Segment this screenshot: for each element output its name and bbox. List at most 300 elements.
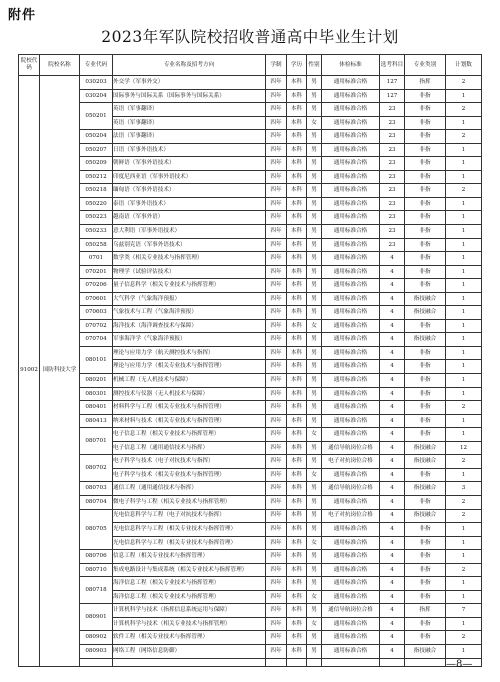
duration-cell: 四年	[266, 238, 287, 252]
plan-count-cell: 1	[446, 346, 482, 360]
major-code-cell: 070601	[80, 292, 113, 306]
category-cell: 指技融合	[405, 455, 446, 469]
exam-subject-cell: 4	[380, 319, 405, 333]
table-row	[19, 604, 482, 618]
duration-cell: 四年	[266, 617, 287, 631]
gender-cell: 男	[307, 509, 322, 523]
table-row	[19, 252, 482, 266]
major-code-cell: 050201	[80, 103, 113, 130]
category-cell: 非指	[405, 374, 446, 388]
gender-cell: 男	[307, 414, 322, 428]
major-code-cell: 080710	[80, 563, 113, 577]
plan-count-cell: 2	[446, 184, 482, 198]
gender-cell: 男	[307, 143, 322, 157]
exam-subject-cell: 4	[380, 414, 405, 428]
category-cell: 非指	[405, 252, 446, 266]
major-name-cell: 泰语（军事外语技术）	[113, 197, 266, 211]
plan-count-cell: 1	[446, 550, 482, 564]
gender-cell: 男	[307, 563, 322, 577]
exam-subject-cell: 4	[380, 604, 405, 618]
major-code-cell: 050207	[80, 143, 113, 157]
physical-exam-cell: 通用标准合格	[322, 644, 380, 658]
physical-exam-cell: 通用标准合格	[322, 428, 380, 442]
major-code-cell: 080901	[80, 604, 113, 631]
category-cell: 非指	[405, 631, 446, 645]
plan-count-cell: 2	[446, 76, 482, 90]
duration-cell: 四年	[266, 455, 287, 469]
gender-cell: 男	[307, 184, 322, 198]
major-code-cell: 050220	[80, 197, 113, 211]
category-cell: 非指	[405, 428, 446, 442]
gender-cell: 男	[307, 211, 322, 225]
empty-cell	[113, 658, 266, 666]
header-degree: 学历	[287, 55, 307, 76]
plan-count-cell: 1	[446, 387, 482, 401]
attachment-label: 附件	[8, 8, 37, 23]
category-cell: 非指	[405, 89, 446, 103]
major-code-cell: 080704	[80, 495, 113, 509]
plan-count-cell: 1	[446, 644, 482, 658]
major-code-cell: 080401	[80, 401, 113, 415]
category-cell: 非指	[405, 550, 446, 564]
degree-cell: 本科	[287, 590, 307, 604]
major-name-cell: 缅甸语（军事外语技术）	[113, 184, 266, 198]
category-cell: 非指	[405, 401, 446, 415]
page-title: 2023年军队院校招收普通高中毕业生计划	[101, 28, 399, 46]
major-code-cell: 0701	[80, 252, 113, 266]
plan-count-cell: 1	[446, 143, 482, 157]
category-cell: 非指	[405, 238, 446, 252]
header-category: 专业类别	[405, 55, 446, 76]
table-row	[19, 238, 482, 252]
exam-subject-cell: 23	[380, 225, 405, 239]
exam-subject-cell: 23	[380, 103, 405, 117]
degree-cell: 本科	[287, 509, 307, 523]
major-name-cell: 光电信息科学与工程（相关专业技术与指挥管理）	[113, 536, 266, 550]
category-cell: 指技融合	[405, 306, 446, 320]
exam-subject-cell: 4	[380, 617, 405, 631]
major-name-cell: 气象技术与工程（气象海洋预报）	[113, 306, 266, 320]
school-name-cell: 国防科技大学	[40, 76, 80, 667]
plan-count-cell: 1	[446, 238, 482, 252]
category-cell: 非指	[405, 184, 446, 198]
gender-cell: 女	[307, 319, 322, 333]
category-cell: 非指	[405, 319, 446, 333]
duration-cell: 四年	[266, 509, 287, 523]
major-name-cell: 英语（军事翻译）	[113, 116, 266, 130]
major-name-cell: 软件工程（相关专业技术与指挥管理）	[113, 631, 266, 645]
major-name-cell: 材料科学与工程（相关专业技术与指挥管理）	[113, 401, 266, 415]
gender-cell: 男	[307, 401, 322, 415]
major-name-cell: 机械工程（无人机技术与保障）	[113, 374, 266, 388]
category-cell: 指技融合	[405, 292, 446, 306]
exam-subject-cell: 4	[380, 292, 405, 306]
physical-exam-cell: 通用标准合格	[322, 563, 380, 577]
degree-cell: 本科	[287, 157, 307, 171]
exam-subject-cell: 4	[380, 509, 405, 523]
table-row	[19, 184, 482, 198]
degree-cell: 本科	[287, 143, 307, 157]
duration-cell: 四年	[266, 252, 287, 266]
category-cell: 指技融合	[405, 644, 446, 658]
plan-count-cell: 1	[446, 265, 482, 279]
table-row	[19, 103, 482, 117]
duration-cell: 四年	[266, 577, 287, 591]
gender-cell: 男	[307, 346, 322, 360]
plan-count-cell: 1	[446, 89, 482, 103]
table-row	[19, 495, 482, 509]
physical-exam-cell: 通用标准合格	[322, 197, 380, 211]
gender-cell: 男	[307, 333, 322, 347]
duration-cell: 四年	[266, 563, 287, 577]
category-cell: 指技融合	[405, 333, 446, 347]
major-name-cell: 物理学（试验评估技术）	[113, 265, 266, 279]
degree-cell: 本科	[287, 306, 307, 320]
table-row	[19, 550, 482, 564]
table-row	[19, 225, 482, 239]
degree-cell: 本科	[287, 225, 307, 239]
physical-exam-cell: 通信导航岗位合格	[322, 604, 380, 618]
major-name-cell: 电子科学与技术（相关专业技术与指挥管理）	[113, 468, 266, 482]
gender-cell: 女	[307, 468, 322, 482]
physical-exam-cell: 通用标准合格	[322, 360, 380, 374]
degree-cell: 本科	[287, 495, 307, 509]
category-cell: 非指	[405, 130, 446, 144]
gender-cell: 女	[307, 590, 322, 604]
exam-subject-cell: 4	[380, 631, 405, 645]
physical-exam-cell: 通用标准合格	[322, 265, 380, 279]
duration-cell: 四年	[266, 265, 287, 279]
plan-count-cell: 1	[446, 523, 482, 537]
physical-exam-cell: 通用标准合格	[322, 103, 380, 117]
exam-subject-cell: 4	[380, 495, 405, 509]
table-row	[19, 130, 482, 144]
category-cell: 非指	[405, 265, 446, 279]
exam-subject-cell: 4	[380, 550, 405, 564]
plan-count-cell: 1	[446, 577, 482, 591]
duration-cell: 四年	[266, 523, 287, 537]
physical-exam-cell: 电子对抗岗位合格	[322, 509, 380, 523]
major-code-cell: 030203	[80, 76, 113, 90]
gender-cell: 男	[307, 225, 322, 239]
major-code-cell: 050204	[80, 130, 113, 144]
physical-exam-cell: 通信导航岗位合格	[322, 482, 380, 496]
exam-subject-cell: 4	[380, 644, 405, 658]
major-name-cell: 测控技术与仪器（无人机技术与保障）	[113, 387, 266, 401]
major-name-cell: 电子信息工程（相关专业技术与指挥管理）	[113, 428, 266, 442]
major-code-cell: 070201	[80, 265, 113, 279]
duration-cell: 四年	[266, 536, 287, 550]
major-name-cell: 纳米材料与技术（相关专业技术与指挥管理）	[113, 414, 266, 428]
duration-cell: 四年	[266, 225, 287, 239]
physical-exam-cell: 通用标准合格	[322, 292, 380, 306]
table-row	[19, 644, 482, 658]
table-row	[19, 455, 482, 469]
major-name-cell: 朝鲜语（军事外语技术）	[113, 157, 266, 171]
gender-cell: 男	[307, 523, 322, 537]
physical-exam-cell: 通用标准合格	[322, 211, 380, 225]
plan-count-cell: 1	[446, 279, 482, 293]
exam-subject-cell: 23	[380, 157, 405, 171]
major-name-cell: 数学类（相关专业技术与指挥管理）	[113, 252, 266, 266]
exam-subject-cell: 4	[380, 577, 405, 591]
degree-cell: 本科	[287, 387, 307, 401]
major-code-cell: 080703	[80, 482, 113, 496]
degree-cell: 本科	[287, 333, 307, 347]
physical-exam-cell: 通用标准合格	[322, 89, 380, 103]
physical-exam-cell: 通用标准合格	[322, 536, 380, 550]
major-name-cell: 海洋信息工程（相关专业技术与指挥管理）	[113, 577, 266, 591]
table-row-partial	[19, 658, 482, 666]
header-plan-count: 计划数	[446, 55, 482, 76]
table-row	[19, 157, 482, 171]
duration-cell: 四年	[266, 292, 287, 306]
degree-cell: 本科	[287, 103, 307, 117]
category-cell: 非指	[405, 211, 446, 225]
category-cell: 非指	[405, 536, 446, 550]
category-cell: 非指	[405, 414, 446, 428]
table-row	[19, 170, 482, 184]
gender-cell: 男	[307, 387, 322, 401]
plan-count-cell: 3	[446, 482, 482, 496]
gender-cell: 男	[307, 306, 322, 320]
exam-subject-cell: 4	[380, 346, 405, 360]
category-cell: 非指	[405, 495, 446, 509]
plan-count-cell: 2	[446, 103, 482, 117]
degree-cell: 本科	[287, 170, 307, 184]
plan-count-cell: 1	[446, 252, 482, 266]
gender-cell: 男	[307, 495, 322, 509]
table-row	[19, 428, 482, 442]
duration-cell: 四年	[266, 604, 287, 618]
exam-subject-cell: 23	[380, 238, 405, 252]
plan-count-cell: 1	[446, 374, 482, 388]
major-code-cell: 080706	[80, 550, 113, 564]
duration-cell: 四年	[266, 76, 287, 90]
duration-cell: 四年	[266, 116, 287, 130]
duration-cell: 四年	[266, 550, 287, 564]
exam-subject-cell: 4	[380, 482, 405, 496]
degree-cell: 本科	[287, 563, 307, 577]
table-row	[19, 482, 482, 496]
major-code-cell: 080101	[80, 346, 113, 373]
physical-exam-cell: 通用标准合格	[322, 631, 380, 645]
empty-cell	[405, 658, 446, 666]
degree-cell: 本科	[287, 617, 307, 631]
major-code-cell: 030204	[80, 89, 113, 103]
empty-cell	[380, 658, 405, 666]
duration-cell: 四年	[266, 306, 287, 320]
gender-cell: 女	[307, 428, 322, 442]
degree-cell: 本科	[287, 631, 307, 645]
exam-subject-cell: 23	[380, 197, 405, 211]
table-header-row	[19, 55, 482, 76]
major-code-cell: 070206	[80, 279, 113, 293]
physical-exam-cell: 通用标准合格	[322, 306, 380, 320]
table-row	[19, 387, 482, 401]
plan-count-cell: 2	[446, 509, 482, 523]
table-row	[19, 265, 482, 279]
degree-cell: 本科	[287, 577, 307, 591]
school-code-cell: 91002	[19, 76, 40, 667]
category-cell: 非指	[405, 346, 446, 360]
major-code-cell: 080201	[80, 374, 113, 388]
category-cell: 非指	[405, 225, 446, 239]
exam-subject-cell: 4	[380, 360, 405, 374]
physical-exam-cell: 通用标准合格	[322, 116, 380, 130]
category-cell: 非指	[405, 143, 446, 157]
duration-cell: 四年	[266, 333, 287, 347]
category-cell: 非指	[405, 116, 446, 130]
plan-count-cell: 2	[446, 130, 482, 144]
degree-cell: 本科	[287, 130, 307, 144]
plan-count-cell: 1	[446, 428, 482, 442]
duration-cell: 四年	[266, 157, 287, 171]
exam-subject-cell: 4	[380, 441, 405, 455]
duration-cell: 四年	[266, 644, 287, 658]
major-name-cell: 量子信息科学（相关专业技术与指挥管理）	[113, 279, 266, 293]
physical-exam-cell: 通用标准合格	[322, 346, 380, 360]
major-code-cell: 050258	[80, 238, 113, 252]
exam-subject-cell: 4	[380, 563, 405, 577]
degree-cell: 本科	[287, 604, 307, 618]
degree-cell: 本科	[287, 401, 307, 415]
major-name-cell: 军事海洋学（气象海洋预报）	[113, 333, 266, 347]
exam-subject-cell: 4	[380, 265, 405, 279]
duration-cell: 四年	[266, 495, 287, 509]
gender-cell: 女	[307, 536, 322, 550]
category-cell: 非指	[405, 170, 446, 184]
plan-count-cell: 1	[446, 116, 482, 130]
duration-cell: 四年	[266, 414, 287, 428]
table-row	[19, 143, 482, 157]
major-name-cell: 计算机科学与技术（相关专业技术与指挥管理）	[113, 617, 266, 631]
category-cell: 非指	[405, 197, 446, 211]
category-cell: 非指	[405, 523, 446, 537]
major-code-cell: 050233	[80, 225, 113, 239]
major-code-cell: 050223	[80, 211, 113, 225]
degree-cell: 本科	[287, 238, 307, 252]
plan-count-cell: 1	[446, 211, 482, 225]
plan-count-cell: 1	[446, 306, 482, 320]
gender-cell: 男	[307, 577, 322, 591]
header-major-code: 专业代码	[80, 55, 113, 76]
degree-cell: 本科	[287, 550, 307, 564]
physical-exam-cell: 通用标准合格	[322, 143, 380, 157]
duration-cell: 四年	[266, 590, 287, 604]
exam-subject-cell: 4	[380, 590, 405, 604]
gender-cell: 女	[307, 116, 322, 130]
physical-exam-cell: 通用标准合格	[322, 590, 380, 604]
major-code-cell: 080705	[80, 509, 113, 550]
degree-cell: 本科	[287, 211, 307, 225]
duration-cell: 四年	[266, 279, 287, 293]
plan-count-cell: 2	[446, 631, 482, 645]
plan-count-cell: 7	[446, 604, 482, 618]
degree-cell: 本科	[287, 89, 307, 103]
major-name-cell: 印度尼西亚语（军事外语技术）	[113, 170, 266, 184]
plan-count-cell: 1	[446, 617, 482, 631]
gender-cell: 男	[307, 374, 322, 388]
physical-exam-cell: 通用标准合格	[322, 333, 380, 347]
table-row	[19, 319, 482, 333]
gender-cell: 男	[307, 157, 322, 171]
degree-cell: 本科	[287, 184, 307, 198]
exam-subject-cell: 4	[380, 455, 405, 469]
physical-exam-cell: 通用标准合格	[322, 523, 380, 537]
table-row	[19, 292, 482, 306]
degree-cell: 本科	[287, 319, 307, 333]
major-code-cell: 080903	[80, 644, 113, 658]
major-code-cell: 070702	[80, 319, 113, 333]
physical-exam-cell: 通用标准合格	[322, 387, 380, 401]
table-row	[19, 279, 482, 293]
empty-cell	[322, 658, 380, 666]
table-row	[19, 631, 482, 645]
major-code-cell: 050212	[80, 170, 113, 184]
physical-exam-cell: 电子对抗岗位合格	[322, 455, 380, 469]
major-name-cell: 电子信息工程（通用通信技术与指挥）	[113, 441, 266, 455]
gender-cell: 男	[307, 103, 322, 117]
table-row	[19, 306, 482, 320]
category-cell: 指技融合	[405, 482, 446, 496]
major-name-cell: 外交学（军事外交）	[113, 76, 266, 90]
exam-subject-cell: 4	[380, 523, 405, 537]
major-code-cell: 050218	[80, 184, 113, 198]
gender-cell: 男	[307, 292, 322, 306]
header-exam-subject: 选考科目	[380, 55, 405, 76]
major-code-cell: 080301	[80, 387, 113, 401]
exam-subject-cell: 23	[380, 211, 405, 225]
category-cell: 非指	[405, 103, 446, 117]
degree-cell: 本科	[287, 292, 307, 306]
major-code-cell: 050209	[80, 157, 113, 171]
duration-cell: 四年	[266, 360, 287, 374]
gender-cell: 男	[307, 441, 322, 455]
degree-cell: 本科	[287, 523, 307, 537]
physical-exam-cell: 通用标准合格	[322, 170, 380, 184]
physical-exam-cell: 通用标准合格	[322, 550, 380, 564]
exam-subject-cell: 4	[380, 252, 405, 266]
plan-count-cell: 1	[446, 170, 482, 184]
gender-cell: 男	[307, 252, 322, 266]
degree-cell: 本科	[287, 360, 307, 374]
duration-cell: 四年	[266, 197, 287, 211]
duration-cell: 四年	[266, 346, 287, 360]
plan-count-cell: 12	[446, 441, 482, 455]
degree-cell: 本科	[287, 468, 307, 482]
category-cell: 指技融合	[405, 441, 446, 455]
major-name-cell: 海洋信息工程（相关专业技术与指挥管理）	[113, 590, 266, 604]
degree-cell: 本科	[287, 374, 307, 388]
major-name-cell: 英语（军事翻译）	[113, 103, 266, 117]
gender-cell: 女	[307, 617, 322, 631]
header-physical-exam: 体检标准	[322, 55, 380, 76]
empty-cell	[80, 658, 113, 666]
major-name-cell: 意大利语（军事外语技术）	[113, 225, 266, 239]
major-name-cell: 法语（军事翻译）	[113, 130, 266, 144]
table-row	[19, 401, 482, 415]
major-code-cell: 080702	[80, 455, 113, 482]
major-name-cell: 理论与应用力学（航天测控技术与指挥）	[113, 346, 266, 360]
major-name-cell: 海洋技术（海洋调查技术与保障）	[113, 319, 266, 333]
duration-cell: 四年	[266, 170, 287, 184]
exam-subject-cell: 127	[380, 76, 405, 90]
plan-count-cell: 1	[446, 292, 482, 306]
gender-cell: 男	[307, 644, 322, 658]
table-row	[19, 414, 482, 428]
exam-subject-cell: 4	[380, 468, 405, 482]
